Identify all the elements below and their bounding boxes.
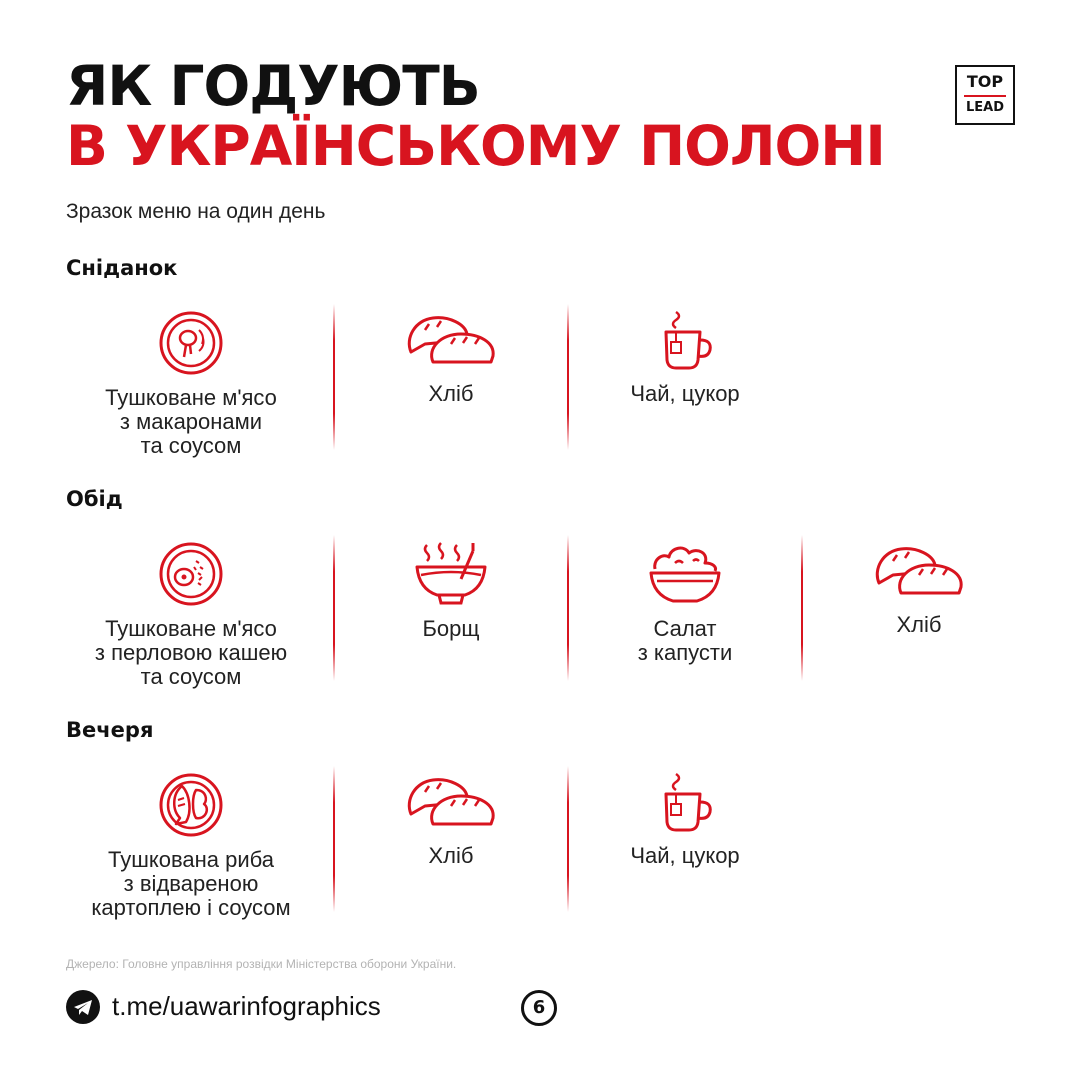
menu-item <box>569 772 801 922</box>
page-number: 6 <box>521 990 557 1026</box>
fish-potato-plate-icon <box>158 772 224 838</box>
top-lead-logo <box>955 65 1015 125</box>
menu-item-label: Хліб <box>896 612 942 637</box>
menu-item-label: Тушковане м'ясо з перловою кашею та соусом <box>94 616 288 689</box>
meat-pasta-plate-icon <box>158 310 224 376</box>
logo-bottom-text: LEAD <box>965 100 1005 115</box>
title-line-2: В УКРАЇНСЬКОМУ ПОЛОНІ <box>66 114 885 178</box>
menu-item-label: Тушковане м'ясо з макаронами та соусом <box>105 385 277 458</box>
telegram-link[interactable]: t.me/uawarinfographics <box>112 991 381 1021</box>
section-title-dinner: Вечеря <box>66 718 154 742</box>
section-title-breakfast: Сніданок <box>66 256 178 280</box>
telegram-plane-glyph <box>66 990 100 1024</box>
menu-item <box>569 541 801 691</box>
menu-item <box>75 310 307 460</box>
telegram-icon[interactable] <box>66 990 100 1024</box>
logo-top-text: TOP <box>966 72 1004 91</box>
soup-bowl-icon <box>411 541 491 607</box>
menu-item <box>335 541 567 691</box>
menu-item-label: Борщ <box>422 616 480 641</box>
bread-icon <box>405 772 497 834</box>
bread-icon <box>405 310 497 372</box>
section-title-lunch: Обід <box>66 487 123 511</box>
meal-row-dinner <box>75 772 1010 922</box>
menu-item <box>75 541 307 691</box>
menu-item <box>75 772 307 922</box>
menu-item-label: Салат з капусти <box>637 616 733 665</box>
salad-bowl-icon <box>647 541 723 607</box>
menu-item <box>335 772 567 922</box>
meat-barley-plate-icon <box>158 541 224 607</box>
menu-item-label: Тушкована риба з відвареною картоплею і соусом <box>91 847 291 920</box>
menu-item-label: Хліб <box>428 843 474 868</box>
menu-item <box>803 541 1035 691</box>
source-note: Джерело: Головне управління розвідки Міністерства оборони України. <box>66 957 457 971</box>
tea-cup-icon <box>654 772 716 834</box>
title-line-1: ЯК ГОДУЮТЬ <box>66 54 480 118</box>
menu-item-label: Хліб <box>428 381 474 406</box>
menu-item-label: Чай, цукор <box>630 381 740 406</box>
menu-item <box>569 310 801 460</box>
meal-row-lunch <box>75 541 1010 691</box>
menu-item-label: Чай, цукор <box>630 843 740 868</box>
meal-row-breakfast <box>75 310 1010 460</box>
bread-icon <box>873 541 965 603</box>
page-title <box>66 56 885 176</box>
menu-item <box>335 310 567 460</box>
subtitle: Зразок меню на один день <box>66 200 326 223</box>
tea-cup-icon <box>654 310 716 372</box>
